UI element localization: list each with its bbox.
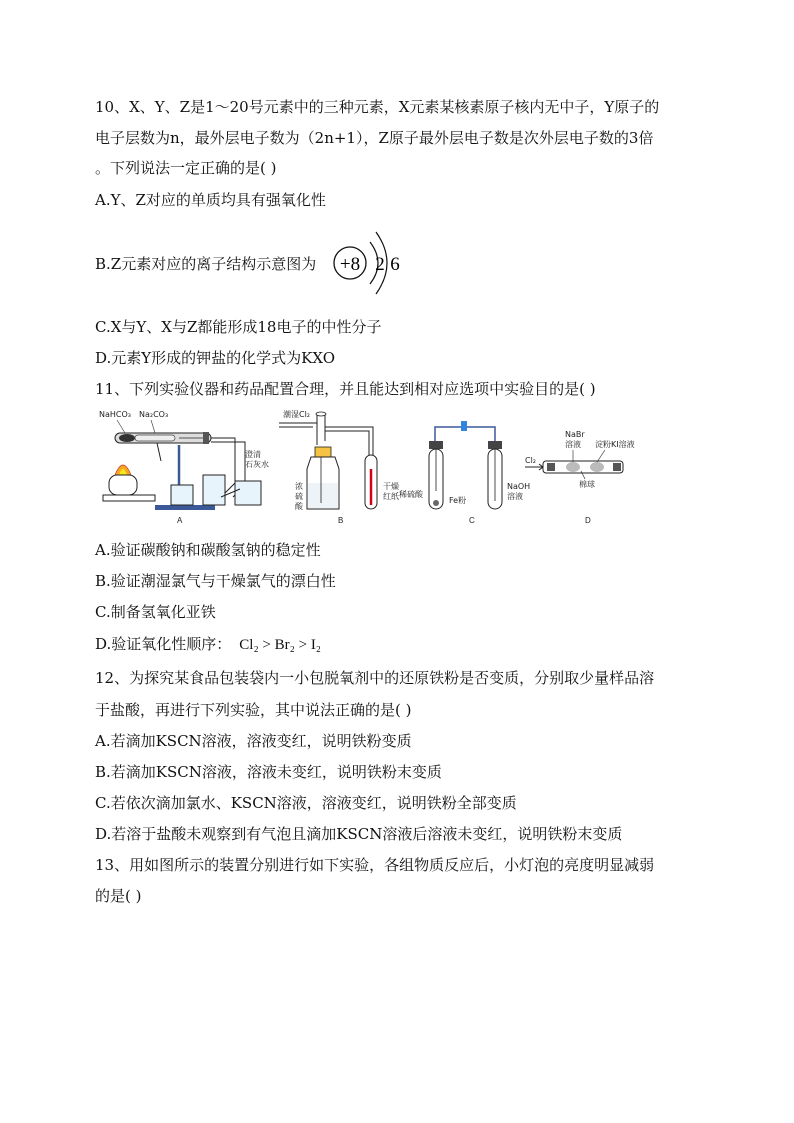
q10-line3: 。下列说法一定正确的是( ) (95, 159, 277, 177)
label-nabr-1: NaBr (565, 430, 585, 439)
q10-option-a: A.Y、Z对应的单质均具有强氧化性 (95, 191, 326, 209)
apparatus-a (99, 410, 269, 525)
apparatus-c (399, 421, 530, 525)
q13-line2: 的是( ) (95, 887, 142, 905)
label-dry-red-2: 红纸 (383, 492, 399, 501)
label-dilute-h2so4: 稀硫酸 (399, 490, 423, 499)
nucleus-charge: +8 (339, 254, 361, 275)
label-conc-3: 酸 (295, 502, 303, 511)
apparatus-b (279, 409, 399, 525)
q11-option-b: B.验证潮湿氯气与干燥氯气的漂白性 (95, 572, 336, 590)
shell-1-electrons: 2 (375, 254, 385, 275)
q12-option-a: A.若滴加KSCN溶液，溶液变红，说明铁粉变质 (95, 732, 412, 750)
q11-option-d-prefix: D.验证氧化性顺序： (95, 635, 232, 653)
q13-line1: 13、用如图所示的装置分别进行如下实验，各组物质反应后，小灯泡的亮度明显减弱 (95, 856, 655, 874)
apparatus-d (525, 430, 635, 525)
q10-option-d: D.元素Y形成的钾盐的化学式为KXO (95, 349, 336, 367)
q11-option-c: C.制备氢氧化亚铁 (95, 603, 216, 621)
label-naoh-1: NaOH (507, 482, 531, 491)
q11-stem: 11、下列实验仪器和药品配置合理，并且能达到相对应选项中实验目的是( ) (95, 380, 596, 398)
q12-option-d: D.若溶于盐酸未观察到有气泡且滴加KSCN溶液后溶液未变红，说明铁粉末变质 (95, 825, 623, 843)
oxidation-order-formula: Cl₂ > Br₂ > I₂ (239, 637, 322, 653)
q12-option-c: C.若依次滴加氯水、KSCN溶液，溶液变红，说明铁粉全部变质 (95, 794, 517, 812)
label-conc-1: 浓 (295, 482, 303, 491)
q11-option-a: A.验证碳酸钠和碳酸氢钠的稳定性 (95, 541, 321, 559)
q12-line1: 12、为探究某食品包装袋内一小包脱氧剂中的还原铁粉是否变质，分别取少量样品溶 (95, 669, 655, 687)
label-b: B (338, 516, 344, 525)
label-a: A (177, 516, 183, 525)
label-limewater-1: 澄清 (245, 450, 261, 459)
q12-option-b: B.若滴加KSCN溶液，溶液未变红，说明铁粉末变质 (95, 763, 442, 781)
label-cotton: 棉球 (579, 480, 595, 489)
q11-option-d (95, 634, 321, 655)
label-fe-powder: Fe粉 (449, 496, 467, 505)
q12-line2: 于盐酸，再进行下列实验，其中说法正确的是( ) (95, 701, 412, 719)
label-conc-2: 硫 (295, 492, 303, 501)
q10-option-b: B.Z元素对应的离子结构示意图为 (95, 255, 317, 273)
label-nahco3: NaHCO₃ (99, 410, 131, 419)
shell-2-electrons: 6 (390, 254, 400, 275)
q11-apparatus-figure (95, 405, 635, 530)
label-naoh-2: 溶液 (507, 492, 523, 501)
q10-line1: 10、X、Y、Z是1～20号元素中的三种元素，X元素某核素原子核内无中子，Y原子的 (95, 98, 660, 116)
label-na2co3: Na₂CO₃ (139, 410, 169, 419)
label-c: C (469, 516, 475, 525)
label-limewater-2: 石灰水 (245, 460, 269, 469)
label-d: D (585, 516, 591, 525)
q10-option-c: C.X与Y、X与Z都能形成18电子的中性分子 (95, 318, 382, 336)
label-moist-cl2: 潮湿Cl₂ (283, 410, 311, 419)
ion-structure-diagram (328, 224, 408, 302)
q10-line2: 电子层数为n，最外层电子数为（2n+1），Z原子最外层电子数是次外层电子数的3倍 (95, 129, 654, 147)
label-cl2-inlet: Cl₂ (525, 456, 537, 465)
label-dry-red-1: 干燥 (383, 482, 399, 491)
label-starch-ki: 淀粉KI溶液 (595, 440, 635, 449)
label-nabr-2: 溶液 (565, 440, 581, 449)
